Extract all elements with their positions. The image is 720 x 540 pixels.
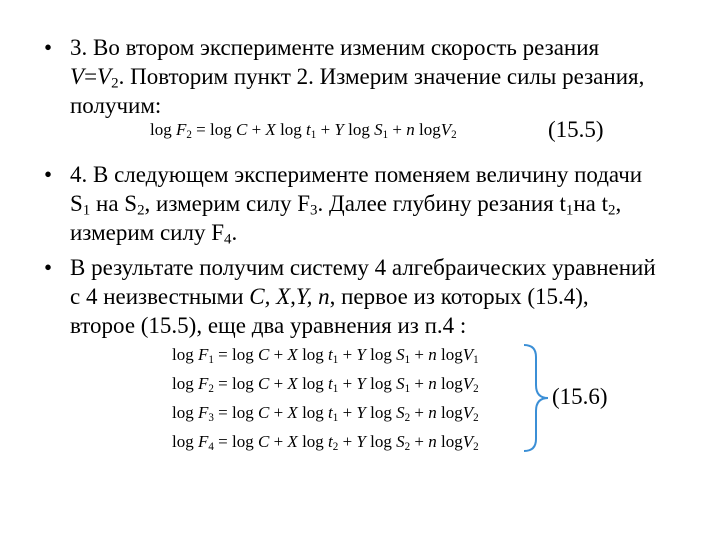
- bullet-1-line-1: 3. Во втором эксперименте изменим скорость резания: [70, 35, 600, 60]
- system-equation-row-4: $\log F_4 = \log C + X$ $\log t_2 + Y$ $\log S_2 + n$ logV$_2$: [172, 432, 479, 453]
- system-equation-row-2: $\log F_2 = \log C + X$ $\log t_1 + Y$ $\log S_1 + n$ logV$_2$: [172, 374, 479, 395]
- bullet-2-line-1: 4. В следующем эксперименте поменяем величину подачи: [70, 162, 643, 187]
- bullet-3-line-1: В результате получим систему 4 алгебраических уравнений: [70, 255, 656, 280]
- equation-number-15-6: (15.6): [552, 384, 608, 409]
- system-equation-row-1: $\log F_1 = \log C + X$ $\log t_1 + Y$ $\log S_1 + n$ logV$_1$: [172, 345, 479, 366]
- bullet-3-line-2: с 4 неизвестными C, X,Y, n, первое из которых (15.4),: [70, 284, 589, 309]
- bullet-1-line-2: $V=V_2$. Повторим пункт 2. Измерим значение силы резания,: [70, 64, 645, 92]
- bullet-2-line-2: $S_1$ на $S_2$, измерим силу $F_3$. Далее глубину резания $t_1на$ $t_2$,: [70, 191, 622, 219]
- bullet-2-line-3: измерим силу $F_4$.: [70, 220, 238, 248]
- bullet-1-line-3: получим:: [70, 93, 162, 118]
- right-brace-icon: [520, 343, 556, 453]
- bullet-3-line-3: второе (15.5), еще два уравнения из п.4 :: [70, 313, 467, 338]
- system-equation-row-3: $\log F_3 = \log C + X$ $\log t_1 + Y$ $\log S_2 + n$ logV$_2$: [172, 403, 479, 424]
- bullet-marker: •: [44, 162, 53, 187]
- equation-number-15-5: (15.5): [548, 117, 604, 142]
- bullet-marker: •: [44, 35, 53, 60]
- bullet-marker: •: [44, 255, 53, 280]
- equation-15-5: $\log F_2 = \log C + X$ $\log t_1 + Y$ $\log S_1 + n$ logV$_2$: [150, 120, 457, 141]
